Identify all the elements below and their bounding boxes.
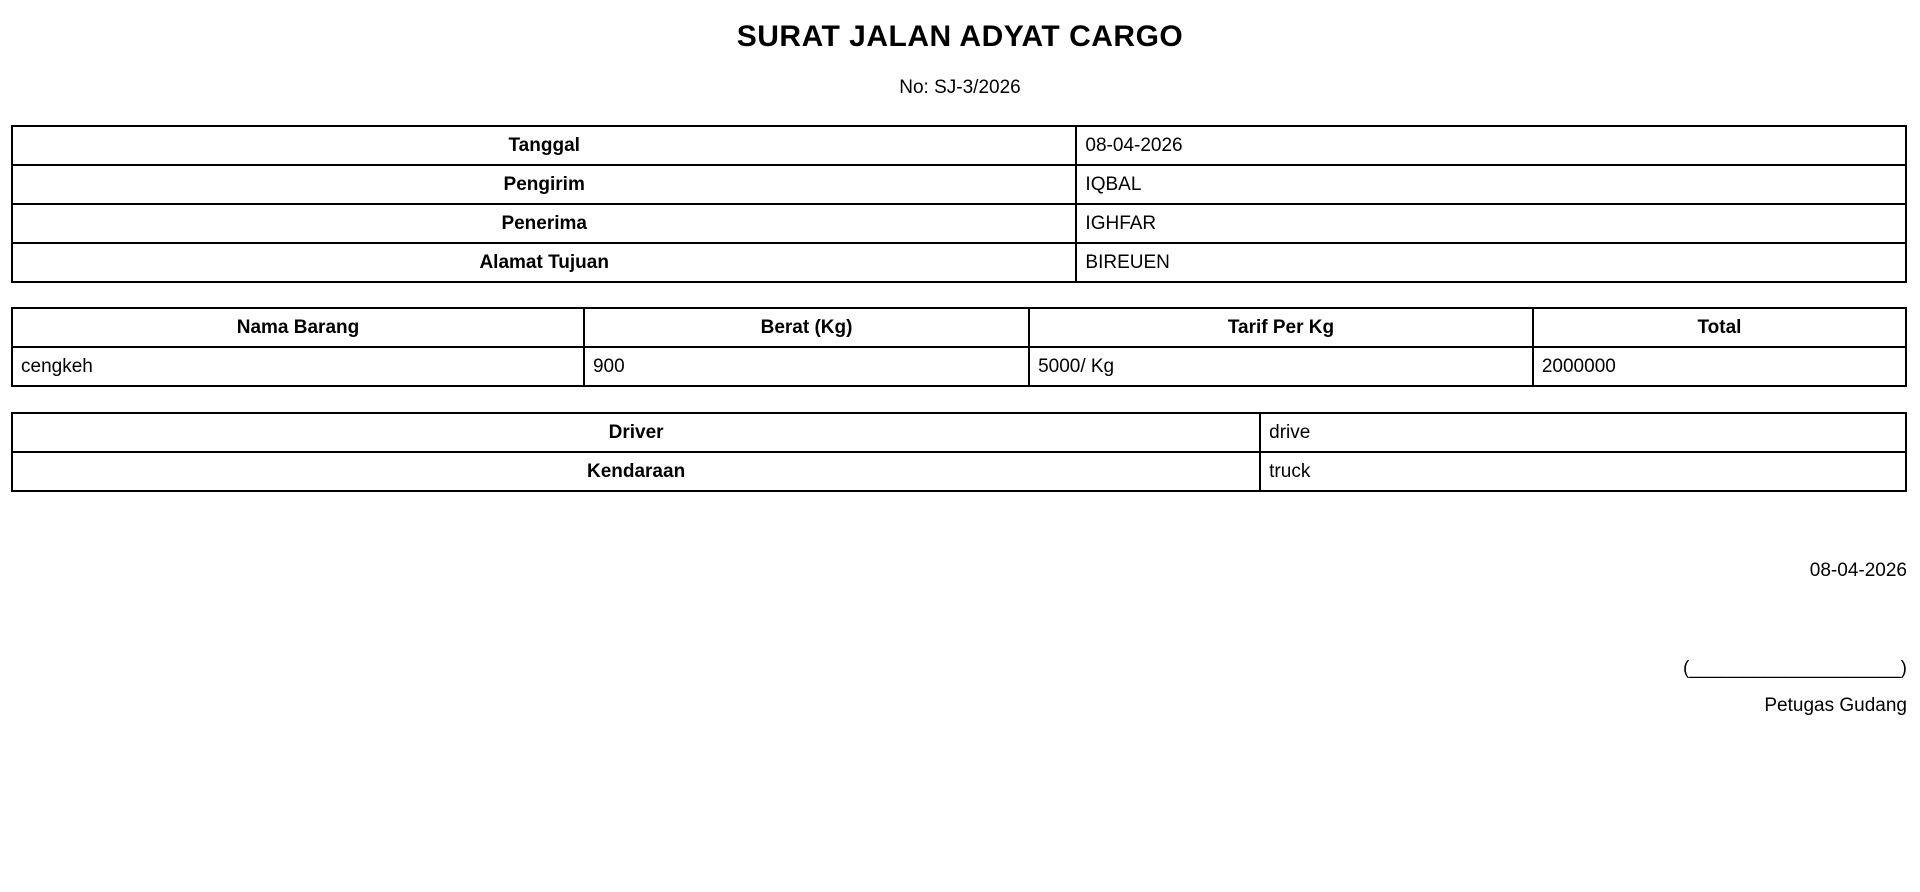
transport-label-kendaraan: Kendaraan bbox=[12, 452, 1260, 491]
info-value-alamat-tujuan: BIREUEN bbox=[1076, 243, 1906, 282]
items-header-tarif-per-kg: Tarif Per Kg bbox=[1029, 308, 1533, 347]
table-row bbox=[12, 347, 1906, 386]
shipment-info-table bbox=[11, 125, 1907, 283]
transport-value-driver: drive bbox=[1260, 413, 1906, 452]
table-row bbox=[12, 126, 1906, 165]
signature-line: (____________________) bbox=[1683, 658, 1907, 679]
table-row bbox=[12, 204, 1906, 243]
item-tarif-per-kg: 5000/ Kg bbox=[1029, 347, 1533, 386]
items-header-berat-kg: Berat (Kg) bbox=[584, 308, 1029, 347]
document-title: SURAT JALAN ADYAT CARGO bbox=[736, 20, 1184, 53]
table-row bbox=[12, 243, 1906, 282]
signature-block bbox=[1683, 560, 1907, 717]
transport-label-driver: Driver bbox=[12, 413, 1260, 452]
table-row bbox=[12, 165, 1906, 204]
signature-date: 08-04-2026 bbox=[1809, 560, 1907, 581]
item-berat-kg: 900 bbox=[584, 347, 1029, 386]
items-header-nama-barang: Nama Barang bbox=[12, 308, 584, 347]
info-value-penerima: IGHFAR bbox=[1076, 204, 1906, 243]
transport-value-kendaraan: truck bbox=[1260, 452, 1906, 491]
info-label-alamat-tujuan: Alamat Tujuan bbox=[12, 243, 1076, 282]
info-label-tanggal: Tanggal bbox=[12, 126, 1076, 165]
table-row bbox=[12, 413, 1906, 452]
signature-role: Petugas Gudang bbox=[1764, 695, 1907, 716]
info-value-tanggal: 08-04-2026 bbox=[1076, 126, 1906, 165]
info-label-pengirim: Pengirim bbox=[12, 165, 1076, 204]
info-value-pengirim: IQBAL bbox=[1076, 165, 1906, 204]
document-number: No: SJ-3/2026 bbox=[899, 77, 1021, 98]
table-row bbox=[12, 452, 1906, 491]
transport-info-table bbox=[11, 412, 1907, 492]
item-nama-barang: cengkeh bbox=[12, 347, 584, 386]
info-label-penerima: Penerima bbox=[12, 204, 1076, 243]
items-header-row bbox=[12, 308, 1906, 347]
items-table bbox=[11, 307, 1907, 387]
items-header-total: Total bbox=[1533, 308, 1906, 347]
item-total: 2000000 bbox=[1533, 347, 1906, 386]
